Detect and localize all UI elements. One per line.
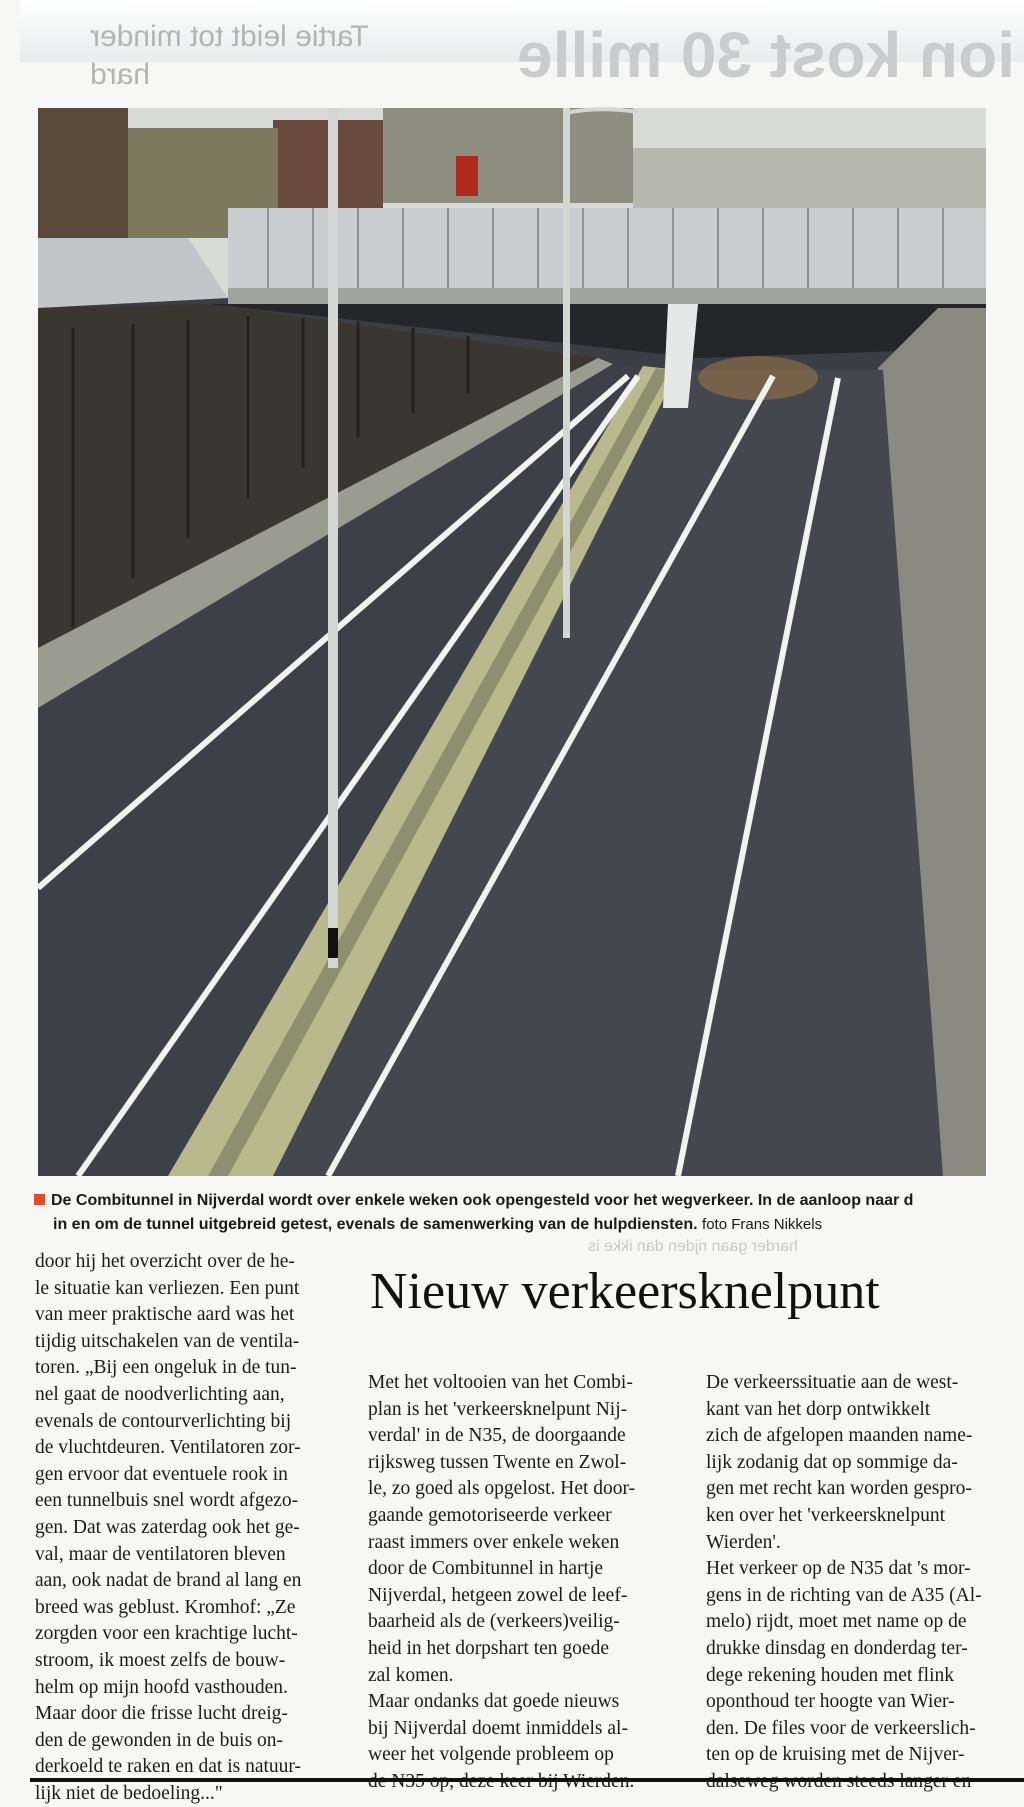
text-line: val, maar de ventilatoren bleven: [35, 1543, 286, 1565]
caption-line-1: De Combitunnel in Nijverdal wordt over enkele weken ook opengesteld voor het wegverkeer. In de aanloop naar d: [51, 1192, 914, 1209]
text-line: den. De files voor de verkeerslich-: [706, 1717, 976, 1739]
text-line: nel gaat de noodverlichting aan,: [35, 1383, 285, 1405]
text-line: [368, 1769, 673, 1796]
light-pole-front: [328, 108, 338, 968]
text-line: melo) rijdt, moet met name op de: [706, 1611, 967, 1633]
text-line: door hij het overzicht over de he-: [35, 1251, 295, 1272]
trees-far: [633, 148, 986, 208]
red-machine: [456, 156, 478, 196]
text-line: gen. Dat was zaterdag ook het ge-: [35, 1516, 300, 1538]
bridge-deck: [228, 288, 986, 304]
text-line: lijk niet de bedoeling...": [35, 1782, 223, 1804]
text-line: breed was geblust. Kromhof: „Ze: [35, 1596, 296, 1618]
text-line: Maar ondanks dat goede nieuws: [368, 1691, 620, 1713]
text-line: ten op de kruising met de Nijver-: [706, 1744, 965, 1766]
photo-credit: foto Frans Nikkels: [702, 1216, 823, 1233]
ghost-headline: ion kost 30 mille: [517, 19, 1015, 91]
text-line: Het verkeer op de N35 dat 's mor-: [706, 1558, 971, 1580]
caption-marker-icon: [34, 1194, 45, 1205]
text-line: derkoeld te raken en dat is natuur-: [35, 1756, 302, 1778]
text-line: baarheid als de (verkeers)veilig-: [368, 1611, 620, 1633]
article-column-2: [368, 1370, 673, 1796]
text-line: Nijverdal, hetgeen zowel de leef-: [368, 1584, 628, 1606]
text-line: aan, ook nadat de brand al lang en: [35, 1570, 302, 1592]
trees-middle: [383, 108, 633, 203]
tunnel-illustration: [38, 108, 986, 1176]
bleed-through-text: harder gaan rijden dan ikke is: [588, 1238, 798, 1255]
text-line: gen met recht kan worden gespro-: [706, 1478, 972, 1500]
text-line: De verkeerssituatie aan de west-: [706, 1372, 959, 1393]
article-column-3: [706, 1370, 1024, 1796]
text-line: dege rekening houden met flink: [706, 1664, 955, 1686]
text-line: zorgden voor een krachtige lucht-: [35, 1623, 298, 1645]
ghost-subheading: Tartie leidt tot minder hard: [90, 20, 369, 91]
text-line: evenals de contourverlichting bij: [35, 1410, 292, 1432]
text-line: Met het voltooien van het Combi-: [368, 1372, 633, 1393]
text-line: [706, 1769, 1024, 1796]
caption-line-2: in en om de tunnel uitgebreid getest, evenals de samenwerking van de hulpdiensten.: [53, 1216, 698, 1233]
text-line: zich de afgelopen maanden name-: [706, 1425, 973, 1447]
text-line: gaande gemotoriseerde verkeer: [368, 1504, 612, 1526]
text-line: raast immers over enkele weken: [368, 1531, 620, 1553]
photo-caption: [34, 1189, 1024, 1237]
text-line: oponthoud ter hoogte van Wier-: [706, 1691, 955, 1713]
text-line: ken over het 'verkeersknelpunt: [706, 1504, 946, 1526]
text-line: de vluchtdeuren. Ventilatoren zor-: [35, 1437, 301, 1459]
text-line: lijk zodanig dat op sommige da-: [706, 1451, 958, 1473]
text-line: van meer praktische aard was het: [35, 1304, 295, 1326]
text-line: rijksweg tussen Twente en Zwol-: [368, 1451, 627, 1473]
previous-page-bleed: [20, 0, 1024, 91]
text-line: le situatie kan verliezen. Een punt: [35, 1277, 300, 1299]
bottom-rule: [30, 1778, 1024, 1782]
bridge-railing: [228, 208, 986, 288]
text-line: plan is het 'verkeersknelpunt Nij-: [368, 1398, 628, 1420]
text-line: gens in de richting van de A35 (Al-: [706, 1584, 982, 1606]
text-line: bij Nijverdal doemt inmiddels al-: [368, 1717, 628, 1739]
tree-left: [38, 108, 128, 238]
text-line: Wierden'.: [706, 1531, 781, 1553]
text-line: le, zo goed als opgelost. Het door-: [368, 1478, 636, 1500]
tunnel-lights: [698, 356, 818, 400]
text-line: gen ervoor dat eventuele rook in: [35, 1463, 288, 1485]
text-line: Maar door die frisse lucht dreig-: [35, 1703, 288, 1725]
article-headline: Nieuw verkeersknelpunt: [370, 1263, 880, 1320]
text-line: door de Combitunnel in hartje: [368, 1558, 604, 1580]
text-line: verdal' in de N35, de doorgaande: [368, 1425, 626, 1447]
light-pole-back: [563, 108, 570, 638]
text-line: kant van het dorp ontwikkelt: [706, 1398, 931, 1420]
text-line: stroom, ik moest zelfs de bouw-: [35, 1649, 286, 1671]
text-line: weer het volgende probleem op: [368, 1744, 614, 1766]
text-line: den de gewonden in de buis on-: [35, 1729, 284, 1751]
article-column-1: [35, 1249, 370, 1807]
text-line: toren. „Bij een ongeluk in de tun-: [35, 1357, 297, 1379]
pole-base: [328, 928, 338, 958]
text-line: zal komen.: [368, 1664, 454, 1686]
text-line: een tunnelbuis snel wordt afgezo-: [35, 1490, 299, 1512]
tunnel-photo: [38, 108, 986, 1176]
text-line: helm op mijn hoofd vasthouden.: [35, 1676, 288, 1698]
text-line: drukke dinsdag en donderdag ter-: [706, 1637, 968, 1659]
text-line: tijdig uitschakelen van de ventila-: [35, 1330, 300, 1352]
text-line: heid in het dorpshart ten goede: [368, 1637, 609, 1659]
